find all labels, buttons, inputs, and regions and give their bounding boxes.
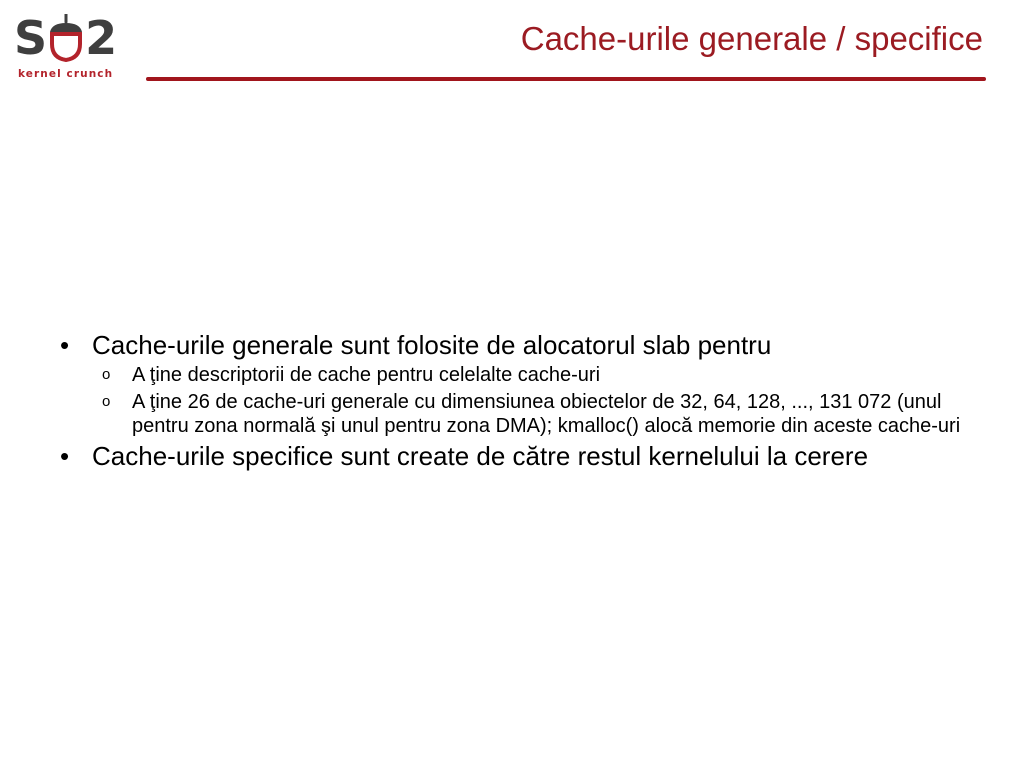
bullet-text: Cache-urile specifice sunt create de către restul kernelului la cerere (92, 441, 869, 471)
so2-logo (14, 12, 134, 84)
sub-bullet-marker: o (102, 366, 111, 383)
sub-bullet-item (60, 363, 980, 387)
bullet-text: Cache-urile generale sunt folosite de alocatorul slab pentru (92, 330, 772, 360)
sub-bullet-item (60, 390, 980, 438)
title-divider (146, 77, 986, 81)
acorn-icon (48, 14, 84, 62)
slide-title: Cache-urile generale / specifice (520, 20, 983, 57)
sub-bullet-text: A ţine 26 de cache-uri generale cu dimensiunea obiectelor de 32, 64, 128, ..., 131 072 (unul pentru zona normală şi unul pentru zona DMA); kmalloc() alocă memorie din aceste cache-uri (132, 391, 961, 437)
logo-letter-s: S (14, 11, 48, 65)
bullet-item (60, 441, 980, 472)
logo-digit-2: 2 (85, 11, 118, 65)
sub-bullet-text: A ţine descriptorii de cache pentru celelalte cache-uri (132, 364, 601, 386)
slide-body (60, 330, 980, 474)
bullet-marker: • (60, 441, 70, 471)
logo-tagline: kernel crunch (18, 68, 114, 80)
bullet-item (60, 330, 980, 361)
sub-bullet-marker: o (102, 393, 111, 410)
bullet-marker: • (60, 330, 70, 360)
